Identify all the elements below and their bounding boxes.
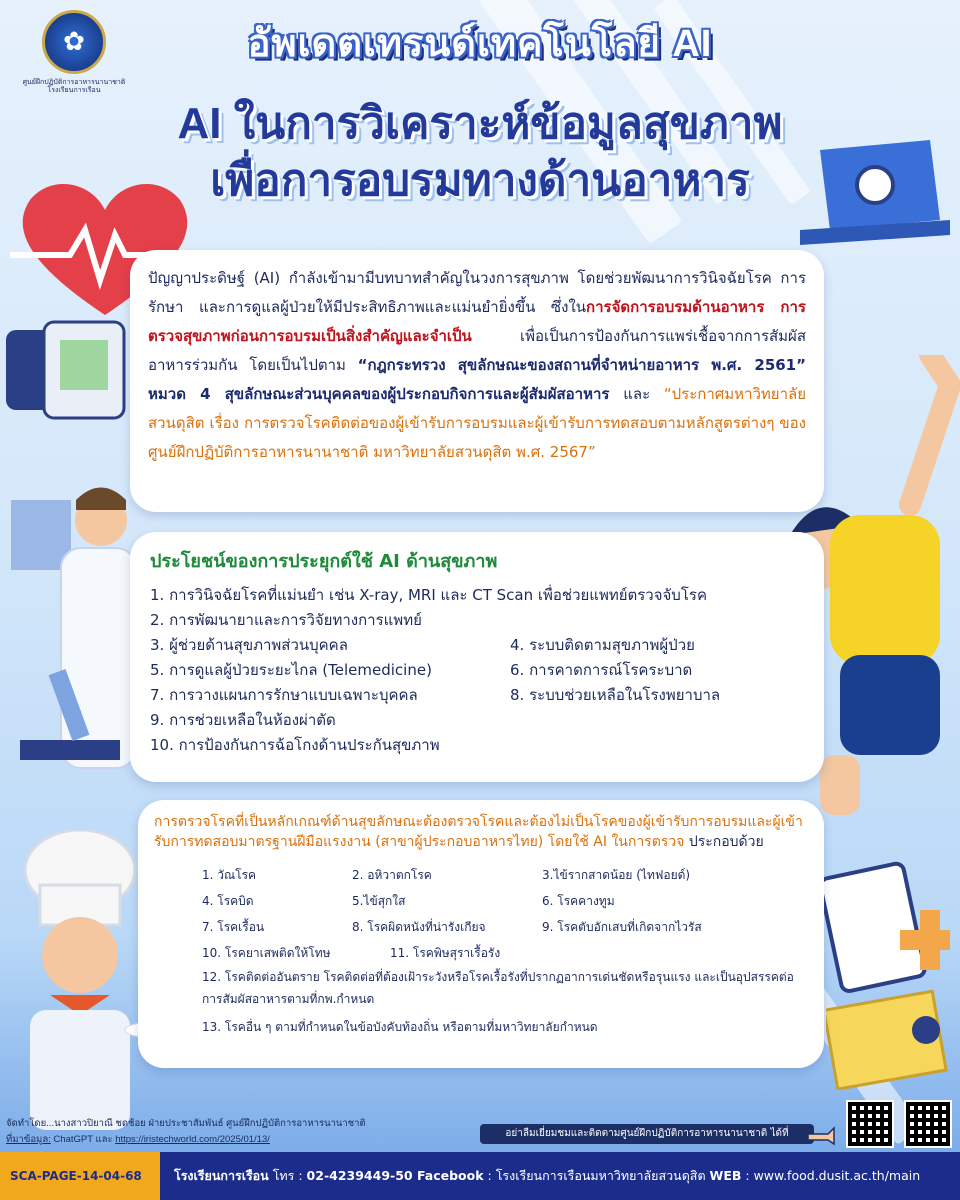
topic-banner: อัพเดตเทรนด์เทคโนโลยี AI xyxy=(247,23,713,65)
footer-fb[interactable]: : โรงเรียนการเรือนมหาวิทยาลัยสวนดุสิต xyxy=(483,1168,710,1183)
list-item: 9. โรคตับอักเสบที่เกิดจากไวรัส xyxy=(542,920,702,934)
footer-tel: 02-4239449-50 xyxy=(306,1168,413,1183)
list-row xyxy=(202,862,808,888)
footer-contact xyxy=(160,1166,920,1186)
list-row xyxy=(150,683,804,708)
intro-text: ปัญญาประดิษฐ์ (AI) กำลังเข้ามามีบทบาทสำคัญในวงการสุขภาพ โดยช่วยพัฒนาการวินิจฉัยโรค การรักษา และการดูแลผู้ป่วยให้มีประสิทธิภาพและแม่นยำยิ่งขึ้น ซึ่งใน xyxy=(148,269,806,316)
source-label: ที่มาข้อมูล: xyxy=(6,1134,51,1145)
page-code: SCA-PAGE-14-04-68 xyxy=(0,1152,160,1200)
list-item: 11. โรคพิษสุราเรื้อรัง xyxy=(390,946,501,960)
list-item: 1. วัณโรค xyxy=(202,868,257,882)
list-item: 8. โรคผิดหนังที่น่ารังเกียจ xyxy=(352,920,486,934)
list-item: 3. ผู้ช่วยด้านสุขภาพส่วนบุคคล xyxy=(150,636,348,654)
footer-fb-label: Facebook xyxy=(412,1168,484,1183)
clipboard-icon xyxy=(820,860,950,1010)
footer-tel-label: โทร : xyxy=(268,1168,307,1183)
university-announcement: “ประกาศมหาวิทยาลัยสวนดุสิต เรื่อง การตรวจโรคติดต่อของผู้เข้ารับการอบรมและผู้เข้ารับการทดสอบตามหลักสูตรต่างๆ ของศูนย์ฝึกปฏิบัติการอาหารนานาชาติ มหาวิทยาลัยสวนดุสิต พ.ศ. 2567” xyxy=(148,385,806,461)
footer-org: โรงเรียนการเรือน xyxy=(174,1168,269,1183)
page-title-line1: AI ในการวิเคราะห์ข้อมูลสุขภาพ xyxy=(177,99,783,148)
qr-code-facebook[interactable] xyxy=(846,1100,894,1148)
footer-bar xyxy=(0,1152,960,1200)
source-text: ChatGPT และ xyxy=(50,1134,116,1145)
list-item: 8. ระบบช่วยเหลือในโรงพยาบาล xyxy=(510,686,721,704)
footer-web-label: WEB xyxy=(709,1168,742,1183)
list-item: 10. การป้องกันการฉ้อโกงด้านประกันสุขภาพ xyxy=(150,736,440,754)
intro-text-3: และ xyxy=(609,385,664,403)
intro-text-2: เพื่อเป็นการป้องกันการแพร่เชื้อจากการสัมผัสอาหารร่วมกัน โดยเป็นไปตาม xyxy=(148,327,806,374)
benefits-card xyxy=(130,532,824,782)
list-item: 9. การช่วยเหลือในห้องผ่าตัด xyxy=(150,711,336,729)
list-item: 13. โรคอื่น ๆ ตามที่กำหนดในข้อบังคับท้องถิ่น หรือตามที่มหาวิทยาลัยกำหนด xyxy=(202,1020,598,1034)
footer-web[interactable]: : www.food.dusit.ac.th/main xyxy=(741,1168,921,1183)
disease-heading-tail: ประกอบด้วย xyxy=(684,834,764,850)
list-item: 6. โรคคางทูม xyxy=(542,894,615,908)
benefits-heading: ประโยชน์ของการประยุกต์ใช้ AI ด้านสุขภาพ xyxy=(150,551,498,572)
logo-caption: ศูนย์ฝึกปฏิบัติการอาหารนานาชาติ โรงเรียนการเรือน xyxy=(22,78,126,95)
pointing-hand-icon xyxy=(806,1122,842,1146)
seal-icon: ✿ xyxy=(42,10,106,74)
list-row xyxy=(202,914,808,940)
list-item: 2. อหิวาตกโรค xyxy=(352,868,432,882)
disease-heading-text: การตรวจโรคที่เป็นหลักเกณฑ์ด้านสุขลักษณะต้องตรวจโรคและต้องไม่เป็นโรคของผู้เข้ารับการอบรมและผู้เข้ารับการทดสอบมาตรฐานฝีมือแรงงาน (สาขาผู้ประกอบอาหารไทย) โดยใช้ AI ในการตรวจ xyxy=(154,814,803,850)
list-item: 2. การพัฒนายาและการวิจัยทางการแพทย์ xyxy=(150,611,422,629)
list-row xyxy=(202,888,808,914)
ministerial-regulation: “กฎกระทรวง สุขลักษณะของสถานที่จำหน่ายอาหาร พ.ศ. 2561” หมวด 4 สุขลักษณะส่วนบุคคลของผู้ประกอบกิจการและผู้สัมผัสอาหาร xyxy=(148,356,806,403)
blood-pressure-monitor-icon xyxy=(4,320,134,420)
list-item: 3.ไข้รากสาดน้อย (ไทฟอยด์) xyxy=(542,868,691,882)
list-item: 5. การดูแลผู้ป่วยระยะไกล (Telemedicine) xyxy=(150,661,432,679)
list-item: 7. โรคเรื้อน xyxy=(202,920,265,934)
source-link[interactable]: https://iristechworld.com/2025/01/13/ xyxy=(115,1134,270,1145)
list-row xyxy=(150,633,804,658)
credit-block xyxy=(6,1116,366,1148)
intro-card xyxy=(130,250,824,512)
list-item: 4. โรคบิด xyxy=(202,894,254,908)
disease-heading xyxy=(154,812,808,852)
intro-highlight: การจัดการอบรมด้านอาหาร การตรวจสุขภาพก่อนการอบรมเป็นสิ่งสำคัญและจำเป็น xyxy=(148,298,806,345)
credit-author: จัดทำโดย...นางสาวปิยาณี ชดช้อย ฝ่ายประชาสัมพันธ์ ศูนย์ฝึกปฏิบัติการอาหารนานาชาติ xyxy=(6,1118,366,1129)
list-item: 5.ไข้สุกใส xyxy=(352,894,406,908)
disease-list xyxy=(202,862,808,966)
credit-source xyxy=(6,1132,366,1148)
microscope-icon xyxy=(10,650,130,770)
qr-code-website[interactable] xyxy=(904,1100,952,1148)
list-item: 6. การคาดการณ์โรคระบาด xyxy=(510,661,693,679)
benefits-list xyxy=(150,583,804,758)
list-item: 12. โรคติดต่ออันตราย โรคติดต่อที่ต้องเฝ้าระวังหรือโรคเรื้อรังที่ปรากฏอาการเด่นชัดหรือรุนแรง และเป็นอุปสรรคต่อการสัมผัสอาหารตามที่กพ.กำหนด xyxy=(202,970,794,1006)
list-item: 7. การวางแผนการรักษาแบบเฉพาะบุคคล xyxy=(150,686,418,704)
visit-banner: อย่าลืมเยี่ยมชมและติดตามศูนย์ฝึกปฏิบัติการอาหารนานาชาติ ได้ที่ xyxy=(480,1124,814,1144)
list-item: 10. โรคยาเสพติดให้โทษ xyxy=(202,946,331,960)
list-row xyxy=(150,658,804,683)
list-item: 4. ระบบติดตามสุขภาพผู้ป่วย xyxy=(510,636,695,654)
page-title-line2: เพื่อการอบรมทางด้านอาหาร xyxy=(210,156,750,205)
disease-screening-card xyxy=(138,800,824,1068)
list-item: 1. การวินิจฉัยโรคที่แม่นยำ เช่น X-ray, MRI และ CT Scan เพื่อช่วยแพทย์ตรวจจับโรค xyxy=(150,586,707,604)
certificate-icon xyxy=(826,990,956,1090)
laptop-icon xyxy=(800,140,950,250)
list-row xyxy=(202,940,808,966)
